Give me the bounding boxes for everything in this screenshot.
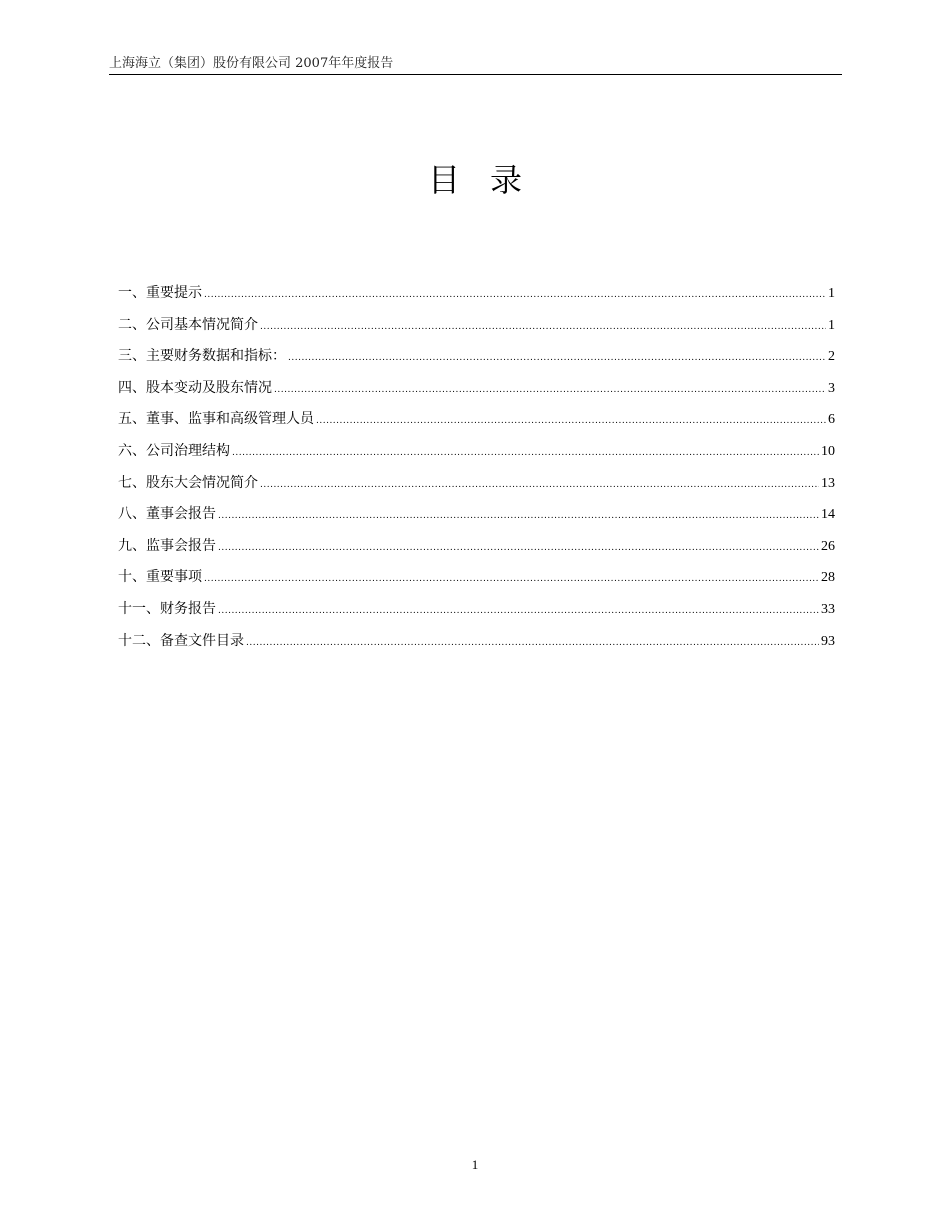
toc-entry-12[interactable] <box>118 631 835 663</box>
toc-leader-dots <box>218 601 819 621</box>
toc-leader-dots <box>274 380 826 400</box>
toc-entry-page: 93 <box>821 633 835 649</box>
toc-entry-page: 13 <box>821 475 835 491</box>
page-title: 目录 <box>427 161 552 199</box>
toc-entry-page: 28 <box>821 570 835 586</box>
toc-entry-label: 六、公司治理结构 <box>118 442 230 459</box>
toc-entry-label: 八、董事会报告 <box>118 506 216 523</box>
toc-entry-label: 七、股东大会情况简介 <box>118 474 258 491</box>
toc-entry-11[interactable] <box>118 599 835 631</box>
toc-entry-label: 十、重要事项 <box>118 569 202 586</box>
toc-entry-label: 十二、备查文件目录 <box>118 632 244 649</box>
toc-entry-1[interactable] <box>118 283 835 315</box>
toc-entry-label: 四、股本变动及股东情况 <box>118 379 272 396</box>
toc-entry-5[interactable] <box>118 409 835 441</box>
toc-entry-label: 二、公司基本情况简介 <box>118 316 258 333</box>
toc-entry-page: 14 <box>821 507 835 523</box>
toc-leader-dots <box>260 475 819 495</box>
footer-page-number: 1 <box>471 1157 479 1172</box>
toc-leader-dots <box>232 443 819 463</box>
toc-entry-10[interactable] <box>118 567 835 599</box>
toc-leader-dots <box>260 317 826 337</box>
toc-entry-page: 1 <box>828 286 835 301</box>
toc-leader-dots <box>316 411 826 431</box>
toc-entry-page: 3 <box>828 380 835 396</box>
toc-entry-page: 2 <box>828 349 835 365</box>
table-of-contents <box>118 283 835 662</box>
toc-leader-dots <box>218 538 819 558</box>
toc-entry-7[interactable] <box>118 473 835 505</box>
toc-entry-9[interactable] <box>118 536 835 568</box>
toc-leader-dots <box>204 569 819 589</box>
toc-entry-label: 九、监事会报告 <box>118 537 216 554</box>
toc-entry-page: 1 <box>828 317 835 333</box>
toc-entry-label: 三、主要财务数据和指标： <box>118 348 286 365</box>
toc-entry-3[interactable] <box>118 346 835 378</box>
toc-entry-4[interactable] <box>118 378 835 410</box>
toc-leader-dots <box>204 285 826 305</box>
toc-leader-dots <box>246 633 819 653</box>
toc-entry-page: 6 <box>828 412 835 428</box>
toc-entry-page: 33 <box>821 601 835 617</box>
toc-leader-dots <box>218 506 819 526</box>
toc-entry-label: 一、重要提示 <box>118 285 202 301</box>
header-divider <box>109 74 842 75</box>
toc-entry-label: 五、董事、监事和高级管理人员 <box>118 411 314 428</box>
toc-entry-6[interactable] <box>118 441 835 473</box>
toc-entry-label: 十一、财务报告 <box>118 600 216 617</box>
toc-entry-page: 10 <box>821 443 835 459</box>
toc-entry-page: 26 <box>821 538 835 554</box>
toc-entry-2[interactable] <box>118 315 835 347</box>
running-header: 上海海立（集团）股份有限公司 2007年年度报告 <box>109 56 394 71</box>
toc-leader-dots <box>288 348 826 368</box>
toc-entry-8[interactable] <box>118 504 835 536</box>
